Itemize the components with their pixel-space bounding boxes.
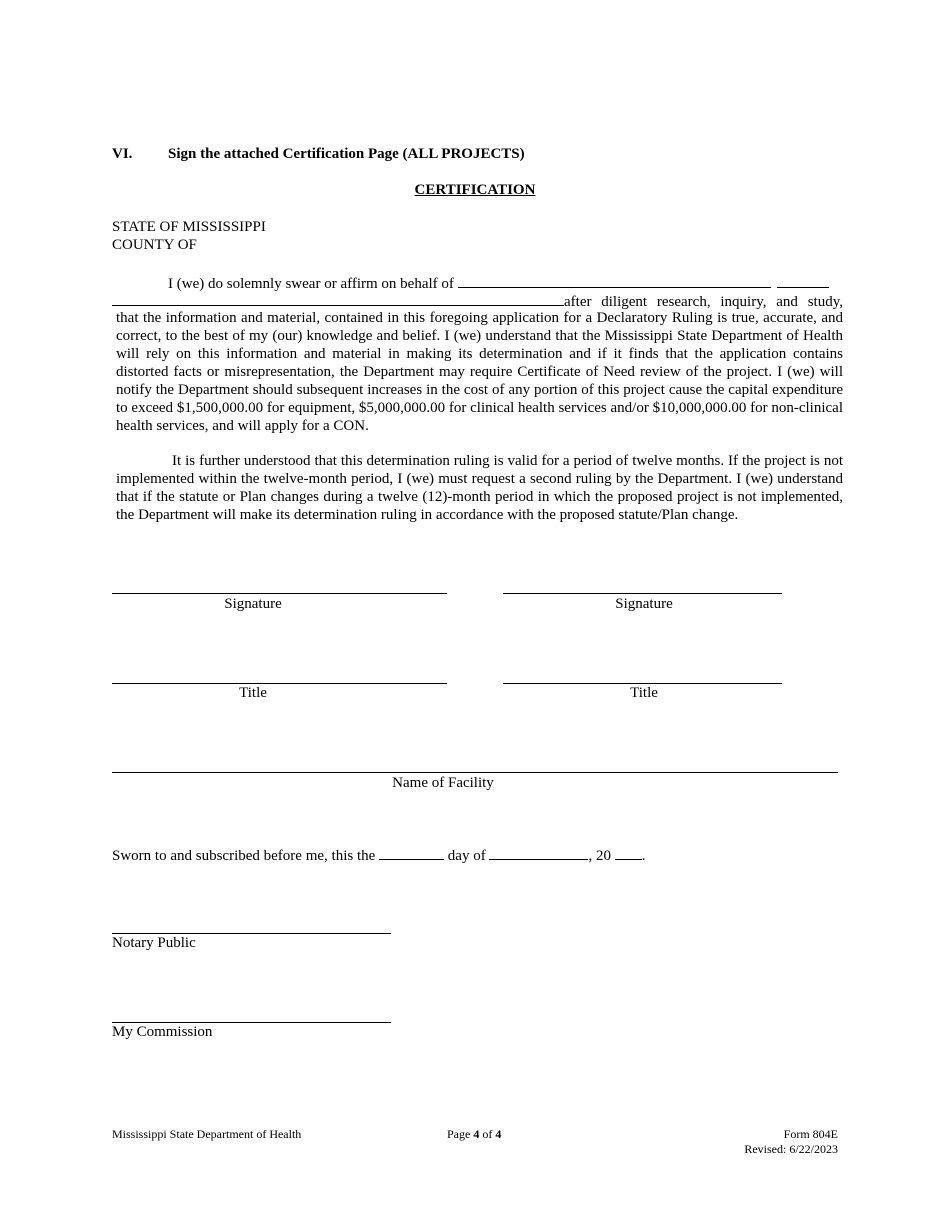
footer-org: Mississippi State Department of Health <box>112 1127 302 1141</box>
sworn-end: . <box>641 848 646 864</box>
footer-page-total: 4 <box>495 1127 502 1141</box>
behalf-of-blank-2[interactable] <box>777 273 829 288</box>
oath-second-line <box>112 291 843 311</box>
title-line-right[interactable] <box>503 683 782 684</box>
footer-page-prefix: Page <box>447 1127 471 1141</box>
sworn-year-prefix: , 20 <box>588 848 611 864</box>
signature-line-left[interactable] <box>112 593 447 594</box>
signature-line-right[interactable] <box>503 593 782 594</box>
sworn-month-blank[interactable] <box>489 845 588 860</box>
notary-label: Notary Public <box>112 935 196 951</box>
footer-revised: Revised: 6/22/2023 <box>744 1142 838 1156</box>
oath-lead-line <box>168 273 829 293</box>
facility-label: Name of Facility <box>392 775 494 791</box>
footer-page-of: of <box>482 1127 493 1141</box>
page-title: CERTIFICATION <box>414 182 536 198</box>
sworn-year-blank[interactable] <box>615 845 642 860</box>
title-label-left: Title <box>239 685 267 701</box>
oath-after-text: after diligent research, inquiry, and study, <box>564 294 843 310</box>
title-line-left[interactable] <box>112 683 447 684</box>
footer-form-info <box>650 1127 838 1157</box>
oath-lead-text: I (we) do solemnly swear or affirm on behalf of <box>168 276 454 292</box>
county-label: COUNTY OF <box>112 237 197 253</box>
title-label-right: Title <box>630 685 658 701</box>
commission-label: My Commission <box>112 1024 213 1040</box>
section-heading <box>112 146 525 163</box>
sworn-day-of: day of <box>447 848 486 864</box>
state-county-block <box>112 218 266 254</box>
section-number: VI. <box>112 146 133 162</box>
state-label: STATE OF MISSISSIPPI <box>112 219 266 235</box>
behalf-of-blank[interactable] <box>458 273 771 288</box>
signature-label-right: Signature <box>615 596 673 612</box>
entity-name-blank[interactable] <box>112 291 564 306</box>
commission-line[interactable] <box>112 1022 391 1023</box>
validity-paragraph: It is further understood that this determination ruling is valid for a period of twelve months. If the project is not implemented within the twelve-month period, I (we) must request a second ruling by the Department. I (we) understand that if the statute or Plan changes during a twelve (12)-month period in which the proposed project is not implemented, the Department will make its determination ruling in accordance with the proposed statute/Plan change. <box>116 453 843 523</box>
facility-line[interactable] <box>112 772 838 773</box>
signature-label-left: Signature <box>224 596 282 612</box>
section-text: Sign the attached Certification Page (ALL PROJECTS) <box>168 146 525 162</box>
oath-body-paragraph: that the information and material, contained in this foregoing application for a Declaratory Ruling is true, accurate, and correct, to the best of my (our) knowledge and belief. I (we) understand that the Mississippi State Department of Health will rely on this information and material in making its determination and if it finds that the application contains distorted facts or misrepresentation, the Department may require Certificate of Need review of the project. I (we) will notify the Department should subsequent increases in the cost of any portion of this project cause the capital expenditure to exceed $1,500,000.00 for equipment, $5,000,000.00 for clinical health services and/or $10,000,000.00 for non-clinical health services, and will apply for a CON. <box>116 310 843 434</box>
sworn-day-blank[interactable] <box>379 845 444 860</box>
footer-page-current: 4 <box>473 1127 480 1141</box>
sworn-line <box>112 845 645 865</box>
notary-line[interactable] <box>112 933 391 934</box>
sworn-prefix: Sworn to and subscribed before me, this the <box>112 848 376 864</box>
footer-form-number: Form 804E <box>783 1127 838 1141</box>
footer-page <box>447 1127 501 1142</box>
